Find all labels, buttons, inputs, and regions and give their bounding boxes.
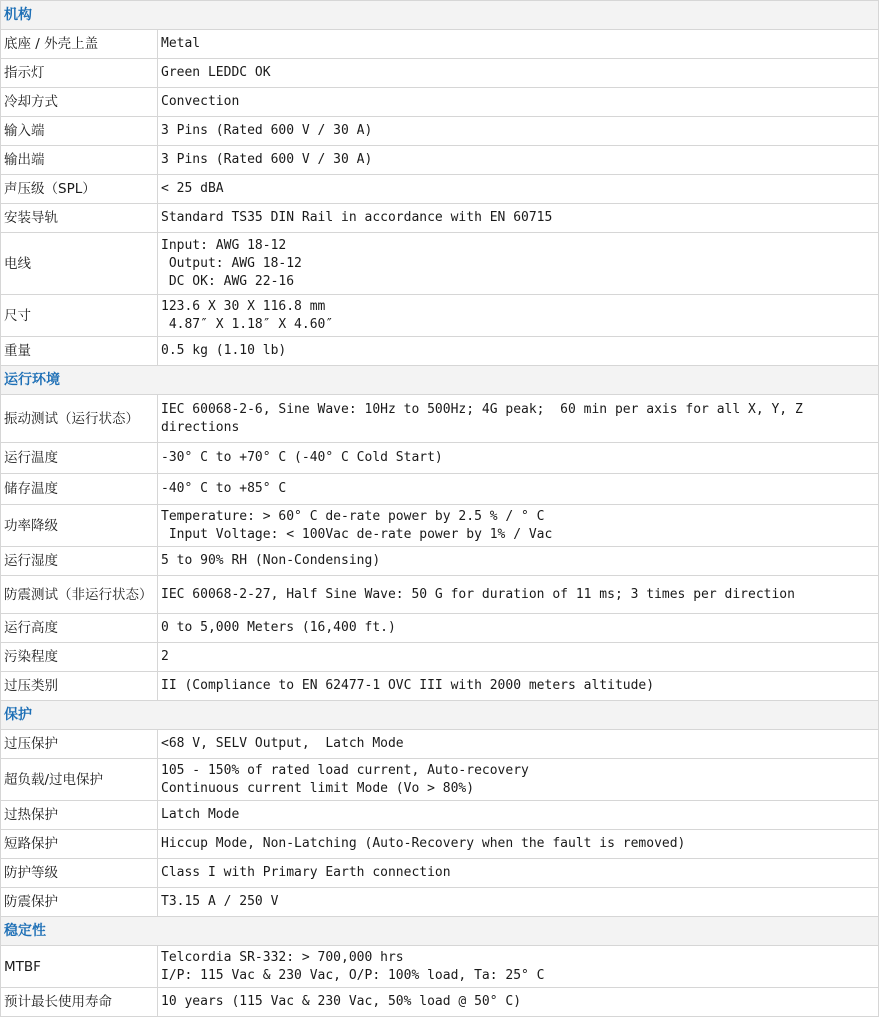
spec-row bbox=[1, 643, 879, 672]
section-title: 保护 bbox=[1, 701, 879, 730]
spec-row bbox=[1, 443, 879, 474]
spec-label: 底座 / 外壳上盖 bbox=[1, 30, 158, 59]
spec-value-line: 5 to 90% RH (Non-Condensing) bbox=[161, 553, 381, 568]
spec-value-line: Input: AWG 18-12 bbox=[161, 237, 287, 253]
spec-label: 冷却方式 bbox=[1, 88, 158, 117]
section-header bbox=[1, 366, 879, 395]
spec-value bbox=[158, 830, 879, 859]
spec-value-line: 3 Pins (Rated 600 V / 30 A) bbox=[161, 152, 373, 167]
spec-row bbox=[1, 547, 879, 576]
spec-value-line: Telcordia SR-332: > 700,000 hrs bbox=[161, 949, 404, 965]
spec-label: 污染程度 bbox=[1, 643, 158, 672]
spec-value bbox=[158, 337, 879, 366]
spec-row bbox=[1, 730, 879, 759]
spec-value-line: 3 Pins (Rated 600 V / 30 A) bbox=[161, 123, 373, 138]
spec-value-line: 2 bbox=[161, 649, 169, 664]
spec-value bbox=[158, 946, 879, 988]
spec-row bbox=[1, 88, 879, 117]
spec-label: MTBF bbox=[1, 946, 158, 988]
spec-label: 尺寸 bbox=[1, 295, 158, 337]
spec-value bbox=[158, 505, 879, 547]
spec-value-line: DC OK: AWG 22-16 bbox=[161, 273, 295, 289]
spec-value-line: directions bbox=[161, 419, 240, 435]
spec-value bbox=[158, 859, 879, 888]
spec-label: 防震保护 bbox=[1, 888, 158, 917]
spec-label: 过压保护 bbox=[1, 730, 158, 759]
spec-value-line: 4.87″ X 1.18″ X 4.60″ bbox=[161, 316, 334, 332]
spec-label: 运行温度 bbox=[1, 443, 158, 474]
spec-label: 预计最长使用寿命 bbox=[1, 988, 158, 1017]
spec-value bbox=[158, 672, 879, 701]
spec-value bbox=[158, 759, 879, 801]
spec-value-line: Latch Mode bbox=[161, 807, 240, 822]
spec-label: 安装导轨 bbox=[1, 204, 158, 233]
spec-value-line: 0 to 5,000 Meters (16,400 ft.) bbox=[161, 620, 396, 635]
spec-value bbox=[158, 30, 879, 59]
spec-value-line: IEC 60068-2-27, Half Sine Wave: 50 G for duration of 11 ms; 3 times per direction bbox=[161, 586, 795, 602]
spec-row bbox=[1, 576, 879, 614]
spec-label: 过热保护 bbox=[1, 801, 158, 830]
spec-row bbox=[1, 830, 879, 859]
spec-label: 电线 bbox=[1, 233, 158, 295]
spec-value-line: II (Compliance to EN 62477-1 OVC III with 2000 meters altitude) bbox=[161, 678, 655, 693]
section-title: 机构 bbox=[1, 1, 879, 30]
spec-value bbox=[158, 730, 879, 759]
spec-label: 指示灯 bbox=[1, 59, 158, 88]
spec-value-line: 105 - 150% of rated load current, Auto-recovery bbox=[161, 762, 529, 778]
spec-row bbox=[1, 505, 879, 547]
spec-value-line: Standard TS35 DIN Rail in accordance with EN 60715 bbox=[161, 210, 553, 225]
spec-row bbox=[1, 474, 879, 505]
spec-value bbox=[158, 146, 879, 175]
spec-label: 重量 bbox=[1, 337, 158, 366]
spec-value-line: T3.15 A / 250 V bbox=[161, 894, 279, 909]
spec-row bbox=[1, 946, 879, 988]
spec-row bbox=[1, 759, 879, 801]
spec-value bbox=[158, 395, 879, 443]
spec-row bbox=[1, 59, 879, 88]
spec-label: 运行湿度 bbox=[1, 547, 158, 576]
spec-value-line: Class I with Primary Earth connection bbox=[161, 865, 451, 880]
spec-value bbox=[158, 175, 879, 204]
spec-value bbox=[158, 988, 879, 1017]
spec-label: 输出端 bbox=[1, 146, 158, 175]
spec-row bbox=[1, 117, 879, 146]
spec-row bbox=[1, 395, 879, 443]
spec-value-line: Green LEDDC OK bbox=[161, 65, 271, 80]
spec-value bbox=[158, 643, 879, 672]
spec-label: 输入端 bbox=[1, 117, 158, 146]
spec-row bbox=[1, 175, 879, 204]
spec-label: 防护等级 bbox=[1, 859, 158, 888]
spec-value-line: 123.6 X 30 X 116.8 mm bbox=[161, 298, 326, 314]
spec-value-line: 10 years (115 Vac & 230 Vac, 50% load @ 50° C) bbox=[161, 994, 522, 1009]
spec-value-line: 0.5 kg (1.10 lb) bbox=[161, 343, 287, 358]
spec-value bbox=[158, 888, 879, 917]
spec-value-line: Input Voltage: < 100Vac de-rate power by 1% / Vac bbox=[161, 526, 553, 542]
section-title: 稳定性 bbox=[1, 917, 879, 946]
spec-label: 储存温度 bbox=[1, 474, 158, 505]
spec-label: 防震测试（非运行状态） bbox=[1, 576, 158, 614]
spec-row bbox=[1, 614, 879, 643]
spec-value-line: I/P: 115 Vac & 230 Vac, O/P: 100% load, Ta: 25° C bbox=[161, 967, 545, 983]
spec-value bbox=[158, 117, 879, 146]
spec-value-line: Output: AWG 18-12 bbox=[161, 255, 302, 271]
spec-row bbox=[1, 146, 879, 175]
spec-value-line: Metal bbox=[161, 36, 201, 51]
section-header bbox=[1, 701, 879, 730]
spec-value-line: Continuous current limit Mode (Vo > 80%) bbox=[161, 780, 475, 796]
spec-row bbox=[1, 672, 879, 701]
spec-row bbox=[1, 30, 879, 59]
spec-value-line: < 25 dBA bbox=[161, 181, 224, 196]
spec-label: 运行高度 bbox=[1, 614, 158, 643]
spec-row bbox=[1, 295, 879, 337]
spec-value bbox=[158, 233, 879, 295]
spec-row bbox=[1, 859, 879, 888]
spec-value bbox=[158, 295, 879, 337]
spec-value bbox=[158, 547, 879, 576]
spec-value-line: Temperature: > 60° C de-rate power by 2.5 % / ° C bbox=[161, 508, 545, 524]
spec-value bbox=[158, 59, 879, 88]
spec-row bbox=[1, 233, 879, 295]
spec-value-line: Convection bbox=[161, 94, 240, 109]
spec-row bbox=[1, 801, 879, 830]
spec-value-line: Hiccup Mode, Non-Latching (Auto-Recovery when the fault is removed) bbox=[161, 836, 686, 851]
spec-value bbox=[158, 88, 879, 117]
spec-value bbox=[158, 614, 879, 643]
spec-label: 超负载/过电保护 bbox=[1, 759, 158, 801]
spec-label: 过压类别 bbox=[1, 672, 158, 701]
spec-row bbox=[1, 988, 879, 1017]
spec-value bbox=[158, 576, 879, 614]
spec-value-line: -30° C to +70° C (-40° C Cold Start) bbox=[161, 450, 443, 465]
spec-value bbox=[158, 801, 879, 830]
spec-label: 振动测试（运行状态） bbox=[1, 395, 158, 443]
spec-label: 短路保护 bbox=[1, 830, 158, 859]
spec-label: 功率降级 bbox=[1, 505, 158, 547]
spec-value-line: -40° C to +85° C bbox=[161, 481, 287, 496]
spec-value-line: IEC 60068-2-6, Sine Wave: 10Hz to 500Hz; 4G peak; 60 min per axis for all X, Y, Z bbox=[161, 401, 803, 417]
section-title: 运行环境 bbox=[1, 366, 879, 395]
spec-table-body bbox=[1, 1, 879, 1017]
spec-value bbox=[158, 443, 879, 474]
spec-row bbox=[1, 888, 879, 917]
spec-label: 声压级（SPL） bbox=[1, 175, 158, 204]
spec-row bbox=[1, 204, 879, 233]
section-header bbox=[1, 1, 879, 30]
spec-value bbox=[158, 474, 879, 505]
section-header bbox=[1, 917, 879, 946]
spec-value bbox=[158, 204, 879, 233]
spec-row bbox=[1, 337, 879, 366]
spec-value-line: <68 V, SELV Output, Latch Mode bbox=[161, 736, 404, 751]
